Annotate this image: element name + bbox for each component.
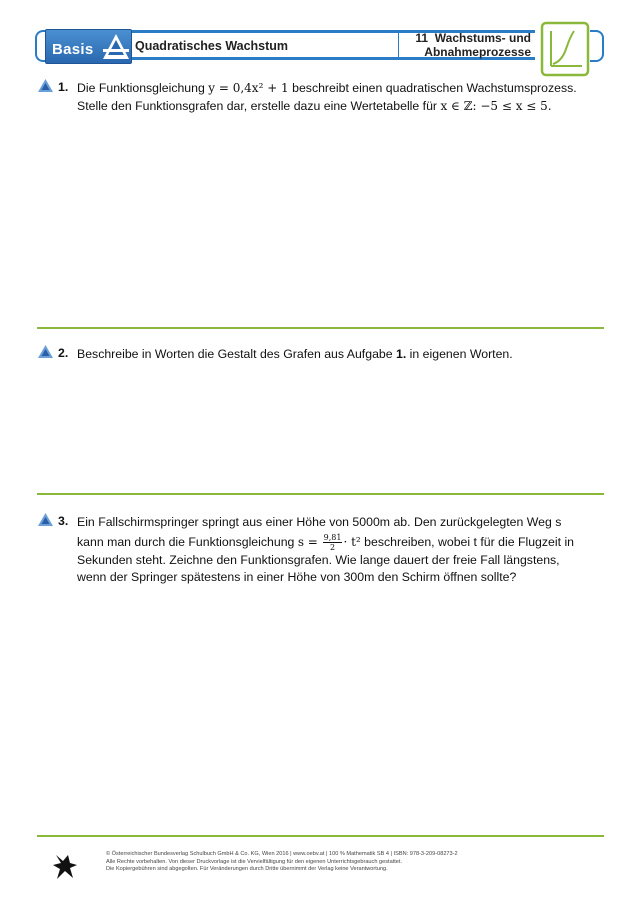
footer-line2: Alle Rechte vorbehalten. Von dieser Druckvorlage ist die Vervielfältigung für den eigenen Unterrichtsgebrauch gestattet.: [106, 858, 403, 865]
task-1-domain-formula: x ∈ ℤ: −5 ≤ x ≤ 5.: [440, 98, 552, 113]
difficulty-level-icon: [37, 344, 54, 359]
task-3-line2-post: beschreiben, wobei t für die Flugzeit in: [360, 534, 575, 549]
formula-rhs: · t²: [343, 534, 361, 549]
task-2-text-bold: 1.: [396, 347, 407, 361]
section-divider: [37, 327, 604, 329]
difficulty-level-icon: [37, 78, 54, 93]
task-1-formula: y = 0,4x² + 1: [208, 81, 289, 95]
fraction-numerator: 9,81: [323, 532, 342, 542]
chapter-graph-icon: [540, 21, 590, 77]
section-divider: [37, 493, 604, 495]
task-3-formula: [297, 532, 361, 552]
task-number: 2.: [58, 346, 69, 360]
task-3-line1: Ein Fallschirmspringer springt aus einer Höhe von 5000m ab. Den zurückgelegten Weg s: [77, 515, 562, 529]
chapter-heading: [405, 31, 531, 59]
difficulty-level-icon: [37, 512, 54, 527]
task-number: 1.: [58, 80, 69, 94]
chapter-title-line2: Abnahmeprozesse: [424, 45, 531, 59]
footer-copyright: [106, 851, 458, 874]
task-1-line2-pre: Stelle den Funktionsgrafen dar, erstelle dazu eine Wertetabelle für: [77, 98, 441, 113]
fraction-denominator: 2: [330, 542, 336, 552]
chapter-number: 11: [415, 31, 429, 45]
formula-lhs: s =: [297, 534, 318, 549]
basis-label: Basis: [52, 41, 94, 58]
basis-triangle-icon: [102, 32, 130, 61]
task-1-line1-post: beschreibt einen quadratischen Wachstumsprozess.: [288, 81, 577, 95]
footer-line1: © Österreichischer Bundesverlag Schulbuch GmbH & Co. KG, Wien 2016 | www.oebv.at | 100 % Mathematik SB 4 | ISBN: 978-3-209-08273-2: [106, 851, 458, 857]
footer-line3: Die Kopiergebühren sind abgegolten. Für Veränderungen durch Dritte übernimmt der Verlag keine Verantwortung.: [106, 866, 388, 873]
topic-title: Quadratisches Wachstum: [135, 39, 289, 53]
chapter-title-line1: Wachstums- und: [434, 31, 531, 45]
task-1-text: [77, 80, 607, 115]
header-separator: [398, 30, 399, 60]
task-2-text-post: in eigenen Worten.: [406, 347, 513, 361]
task-2-text: [77, 346, 607, 364]
publisher-logo-icon: [52, 853, 78, 881]
formula-fraction: [323, 533, 343, 552]
task-3-line2-pre: kann man durch die Funktionsgleichung: [77, 534, 298, 549]
task-2-text-pre: Beschreibe in Worten die Gestalt des Grafen aus Aufgabe: [77, 347, 396, 361]
task-number: 3.: [58, 514, 69, 528]
basis-badge: [45, 29, 132, 64]
task-3-line3: Sekunden steht. Zeichne den Funktionsgrafen. Wie lange dauert der freie Fall längstens,: [77, 552, 560, 567]
section-divider: [37, 835, 604, 837]
task-3-line4: wenn der Springer spätestens in einer Höhe von 300m den Schirm öffnen sollte?: [77, 570, 517, 584]
task-1-line1-pre: Die Funktionsgleichung: [77, 81, 209, 95]
task-3-text: [77, 514, 607, 587]
